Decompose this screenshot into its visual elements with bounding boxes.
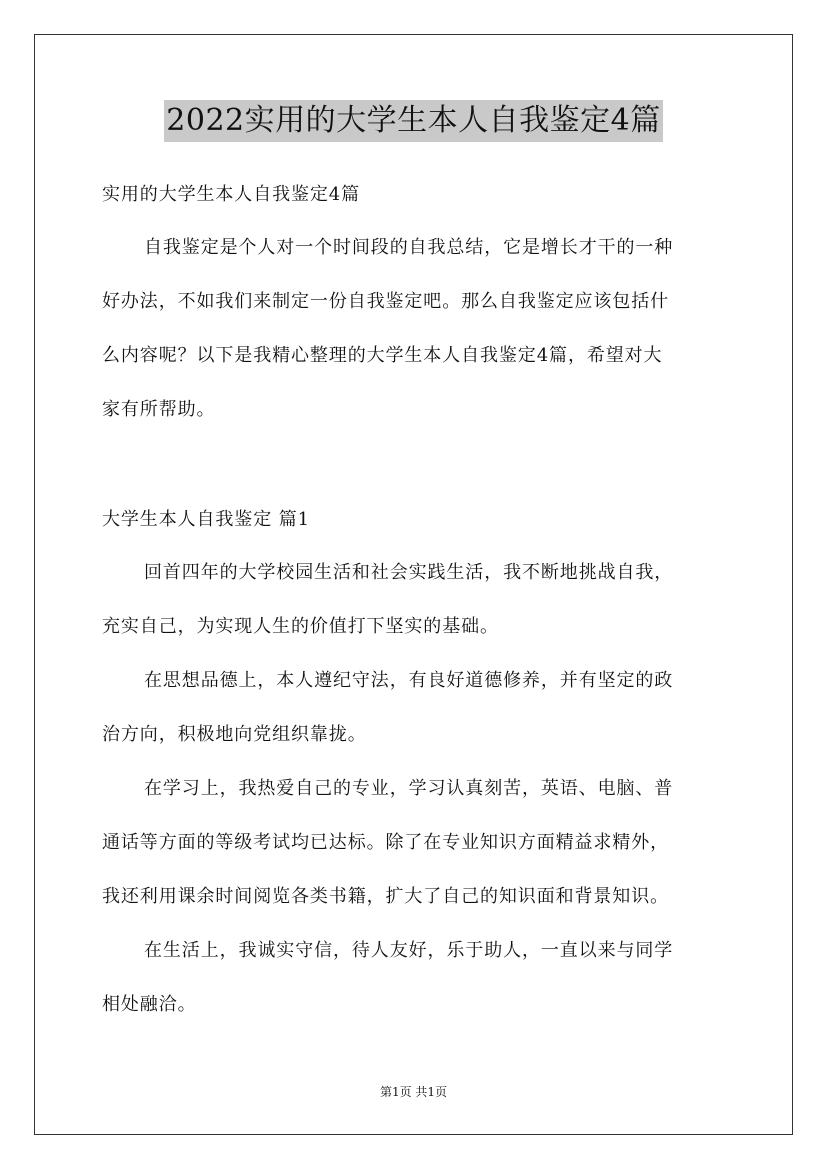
section-heading: 大学生本人自我鉴定 篇1 bbox=[102, 509, 310, 530]
intro-line: 家有所帮助。 bbox=[102, 399, 216, 420]
intro-line: 好办法，不如我们来制定一份自我鉴定吧。那么自我鉴定应该包括什 bbox=[102, 291, 669, 312]
paragraph-line: 在思想品德上，本人遵纪守法，有良好道德修养，并有坚定的政 bbox=[144, 670, 674, 691]
intro-line: 么内容呢？以下是我精心整理的大学生本人自我鉴定4篇，希望对大 bbox=[102, 345, 663, 366]
page-footer: 第1页 共1页 bbox=[379, 1085, 448, 1099]
document-subtitle: 实用的大学生本人自我鉴定4篇 bbox=[102, 184, 361, 205]
paragraph-line: 相处融洽。 bbox=[102, 994, 197, 1015]
paragraph-line: 我还利用课余时间阅览各类书籍，扩大了自己的知识面和背景知识。 bbox=[102, 886, 669, 907]
paragraph-line: 治方向，积极地向党组织靠拢。 bbox=[102, 724, 367, 745]
paragraph-line: 充实自己，为实现人生的价值打下坚实的基础。 bbox=[102, 616, 499, 637]
intro-line: 自我鉴定是个人对一个时间段的自我总结，它是增长才干的一种 bbox=[144, 237, 674, 258]
paragraph-line: 在生活上，我诚实守信，待人友好，乐于助人，一直以来与同学 bbox=[144, 940, 674, 961]
paragraph-line: 通话等方面的等级考试均已达标。除了在专业知识方面精益求精外， bbox=[102, 832, 669, 853]
paragraph-line: 回首四年的大学校园生活和社会实践生活，我不断地挑战自我， bbox=[144, 562, 674, 583]
paragraph-line: 在学习上，我热爱自己的专业，学习认真刻苦，英语、电脑、普 bbox=[144, 778, 674, 799]
title-container bbox=[0, 100, 827, 142]
document-title: 2022实用的大学生本人自我鉴定4篇 bbox=[164, 100, 662, 142]
